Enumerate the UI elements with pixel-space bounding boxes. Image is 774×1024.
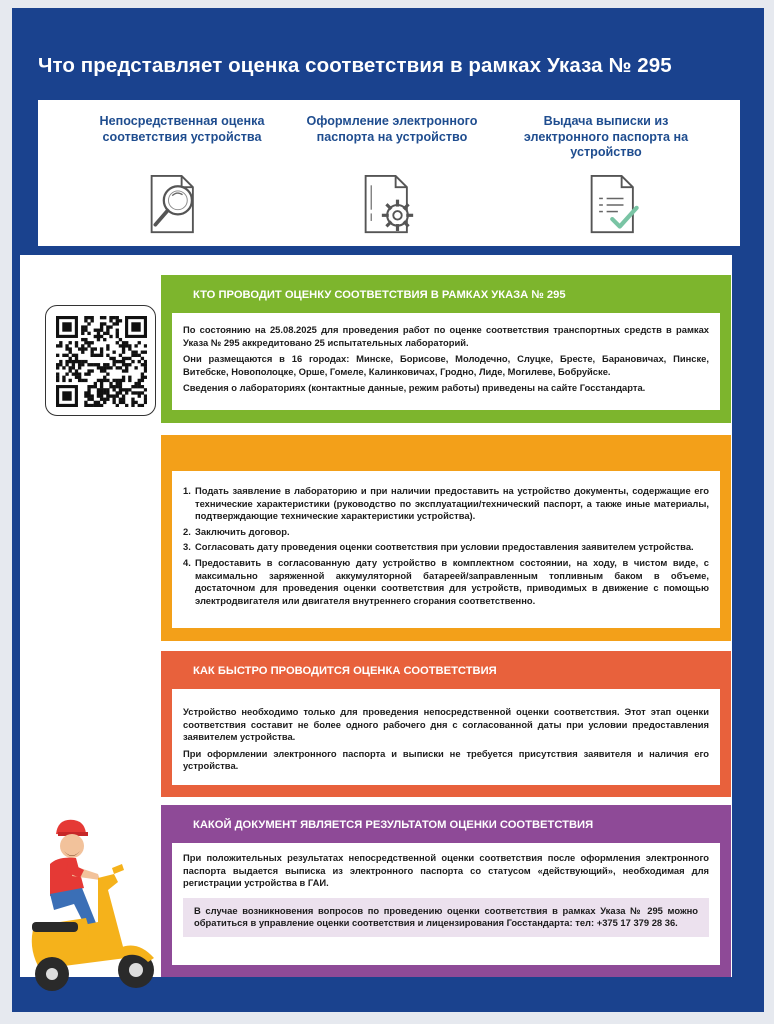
section-heading: КАК БЫСТРО ПРОВОДИТСЯ ОЦЕНКА СООТВЕТСТВИЯ: [193, 665, 497, 677]
contact-info: В случае возникновения вопросов по проведению оценки соответствия в рамках Указа № 295 можно обратиться в управление оценки соответствия и лицензирования Госстандарта: тел: +375 17 379 28 36.: [183, 898, 709, 937]
step-passport: [292, 114, 492, 145]
section-result: [161, 805, 731, 977]
document-checkmark-icon: [586, 170, 646, 240]
section-body: [172, 843, 720, 965]
list-text: Заключить договор.: [195, 525, 290, 537]
qr-code-icon[interactable]: [56, 316, 147, 407]
paragraph: При оформлении электронного паспорта и выписки не требуется присутствия заявителя и наличия его устройства.: [183, 747, 709, 772]
document-magnifier-icon: [146, 170, 206, 240]
step-label: Непосредственная оценка соответствия устройства: [99, 114, 265, 144]
list-item: [183, 526, 709, 539]
list-text: Предоставить в согласованную дату устройство в комплектном состоянии, на ходу, в чистом виде, с максимально заряженной аккумуляторной батареей/заправленным топливным баком в объеме, достаточном для проведения оценки соответствия для устройств, приводимых в движение с помощью электродвигателя или двигателя внутреннего сгорания соответственно.: [195, 556, 709, 606]
section-heading: [161, 435, 731, 467]
qr-code-frame[interactable]: [45, 305, 156, 416]
list-item: [183, 557, 709, 607]
paragraph: По состоянию на 25.08.2025 для проведения работ по оценке соответствия транспортных средств в рамках Указа № 295 аккредитовано 25 испытательных лабораторий.: [183, 324, 709, 348]
list-text: Согласовать дату проведения оценки соответствия при условии предоставления заявителем устройства.: [195, 541, 694, 553]
section-body: [172, 313, 720, 410]
list-item: [183, 541, 709, 554]
steps-list: [183, 485, 709, 607]
paragraph: Они размещаются в 16 городах: Минске, Борисове, Молодечно, Слуцке, Бресте, Барановичах, Пинске, Витебске, Новополоцке, Орше, Гомеле, Калинковичах, Гродно, Лиде, Могилеве, Бобруйске.: [183, 353, 709, 377]
paragraph: Устройство необходимо только для проведения непосредственной оценки соответствия. Этот этап оценки соответствия составит не более одного рабочего дня с согласованной даты при условии предоставления заявителем устройства.: [183, 706, 709, 743]
section-who: [161, 275, 731, 423]
step-assessment: [82, 114, 282, 145]
list-text: Подать заявление в лабораторию и при наличии предоставить на устройство документы, содержащие его технические характеристики (руководство по эксплуатации/технический паспорт, а также иные материалы, подтверждающие технические характеристики устройства).: [195, 485, 709, 522]
list-number: 2.: [183, 525, 191, 537]
section-steps: [161, 435, 731, 641]
step-label: Выдача выписки из электронного паспорта на устройство: [523, 114, 689, 159]
step-extract: [506, 114, 706, 161]
scooter-rider-icon: [28, 818, 162, 998]
section-heading: КТО ПРОВОДИТ ОЦЕНКУ СООТВЕТСТВИЯ В РАМКАХ УКАЗА № 295: [193, 289, 566, 301]
section-body: [172, 471, 720, 628]
section-body: [172, 689, 720, 785]
list-number: 3.: [183, 541, 191, 553]
section-speed: [161, 651, 731, 797]
list-number: 4.: [183, 556, 191, 568]
list-item: [183, 485, 709, 523]
paragraph: При положительных результатах непосредственной оценки соответствия после оформления электронного паспорта выдается выписка из электронного паспорта со статусом «действующий», необходимая для регистрации устройства в ГАИ.: [183, 852, 709, 889]
section-heading: КАКОЙ ДОКУМЕНТ ЯВЛЯЕТСЯ РЕЗУЛЬТАТОМ ОЦЕНКИ СООТВЕТСТВИЯ: [193, 819, 594, 831]
list-number: 1.: [183, 485, 191, 496]
page-title: Что представляет оценка соответствия в рамках Указа № 295: [38, 54, 672, 77]
process-steps-panel: [38, 100, 740, 246]
paragraph: Сведения о лабораториях (контактные данные, режим работы) приведены на сайте Госстандарта.: [183, 382, 646, 394]
document-gear-icon: [360, 170, 420, 240]
step-label: Оформление электронного паспорта на устройство: [306, 114, 478, 144]
